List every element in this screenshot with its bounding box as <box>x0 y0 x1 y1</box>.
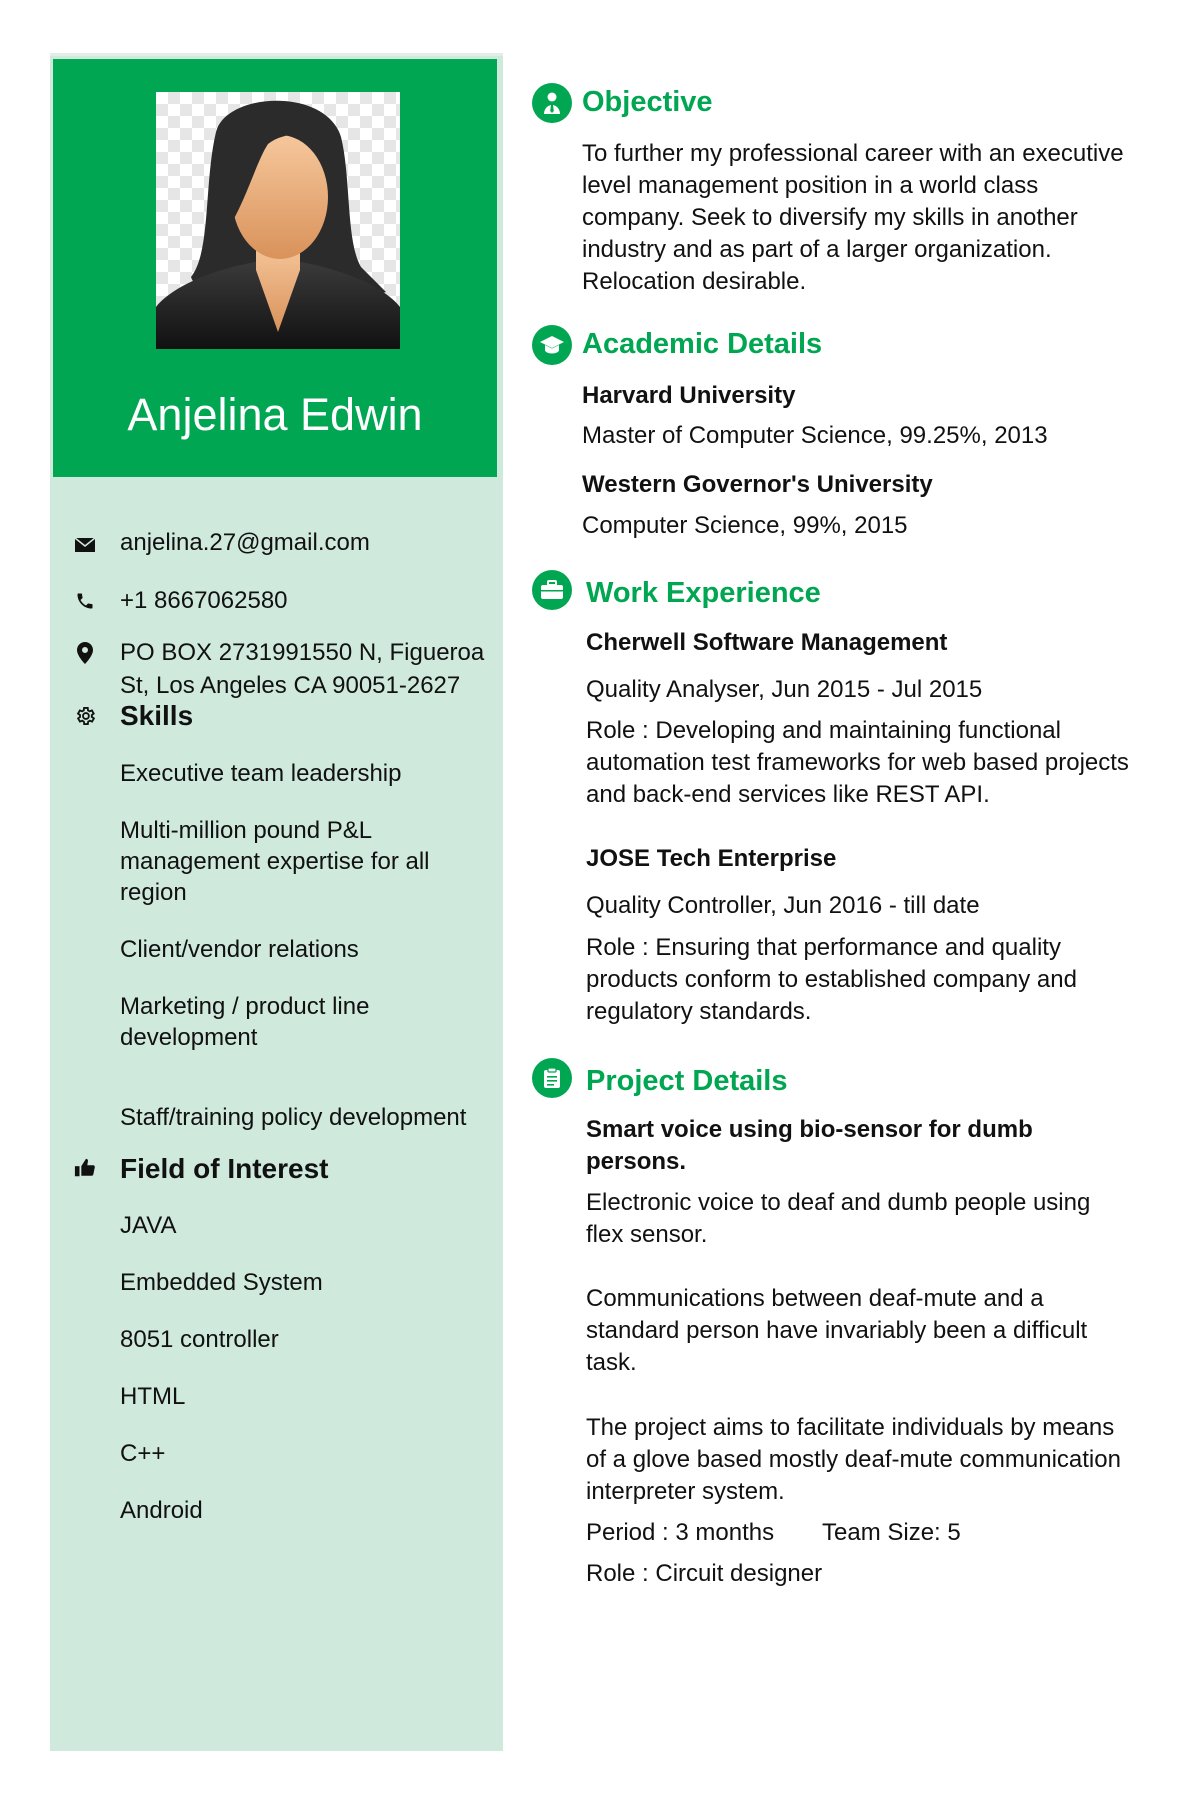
interest-text: C++ <box>120 1440 166 1467</box>
objective-line: industry and as part of a larger organization. <box>582 236 1052 263</box>
thumbs-up-icon <box>74 1157 96 1179</box>
skill-text: development <box>120 1024 258 1051</box>
interest-text: JAVA <box>120 1212 177 1239</box>
graduation-cap-icon <box>532 325 572 365</box>
skill-text: region <box>120 879 187 906</box>
school-name: Harvard University <box>582 382 796 409</box>
degree-detail: Master of Computer Science, 99.25%, 2013 <box>582 422 1048 449</box>
location-pin-icon <box>74 642 96 664</box>
interest-text: Android <box>120 1497 203 1524</box>
skill-text: Marketing / product line <box>120 993 370 1020</box>
address-line-1: PO BOX 2731991550 N, Figueroa <box>120 639 485 666</box>
job-role-line: Role : Developing and maintaining functional <box>586 717 1061 744</box>
interests-heading-text: Field of Interest <box>120 1153 329 1184</box>
objective-line: company. Seek to diversify my skills in another <box>582 204 1078 231</box>
profile-header <box>53 59 497 477</box>
job-role-line: regulatory standards. <box>586 998 812 1025</box>
degree-detail: Computer Science, 99%, 2015 <box>582 512 908 539</box>
clipboard-icon <box>532 1058 572 1098</box>
job-role-line: and back-end services like REST API. <box>586 781 990 808</box>
skill-text: Client/vendor relations <box>120 936 359 963</box>
sidebar <box>50 53 503 1751</box>
skill-text: Multi-million pound P&L <box>120 817 373 844</box>
academic-heading: Academic Details <box>582 328 823 360</box>
project-title-line: persons. <box>586 1148 687 1175</box>
project-heading: Project Details <box>586 1065 788 1097</box>
job-title: Quality Controller, Jun 2016 - till date <box>586 892 980 919</box>
briefcase-icon <box>532 570 572 610</box>
skill-text: management expertise for all <box>120 848 430 875</box>
company-name: Cherwell Software Management <box>586 629 948 656</box>
phone-text: +1 8667062580 <box>120 587 288 614</box>
gear-icon <box>74 705 96 727</box>
project-desc-line: task. <box>586 1349 637 1376</box>
interest-text: HTML <box>120 1383 186 1410</box>
job-role-line: Role : Ensuring that performance and quality <box>586 934 1061 961</box>
project-desc-line: The project aims to facilitate individuals by means <box>586 1414 1115 1441</box>
project-desc-line: Communications between deaf-mute and a <box>586 1285 1044 1312</box>
school-name: Western Governor's University <box>582 471 933 498</box>
project-team-size: Team Size: 5 <box>822 1519 961 1546</box>
candidate-name: Anjelina Edwin <box>127 389 423 440</box>
skill-text: Staff/training policy development <box>120 1104 467 1131</box>
skill-text: Executive team leadership <box>120 760 402 787</box>
project-role: Role : Circuit designer <box>586 1560 823 1587</box>
job-role-line: automation test frameworks for web based projects <box>586 749 1129 776</box>
objective-heading: Objective <box>582 86 713 118</box>
project-desc-line: standard person have invariably been a difficult <box>586 1317 1088 1344</box>
objective-line: level management position in a world class <box>582 172 1039 199</box>
project-title-line: Smart voice using bio-sensor for dumb <box>586 1116 1033 1143</box>
work-heading: Work Experience <box>586 577 821 609</box>
company-name: JOSE Tech Enterprise <box>586 845 837 872</box>
job-role-line: products conform to established company and <box>586 966 1077 993</box>
job-title: Quality Analyser, Jun 2015 - Jul 2015 <box>586 676 983 703</box>
interest-text: 8051 controller <box>120 1326 279 1353</box>
phone-icon <box>74 590 96 612</box>
skills-heading-text: Skills <box>120 700 194 731</box>
objective-line: Relocation desirable. <box>582 268 807 295</box>
project-desc-line: Electronic voice to deaf and dumb people using <box>586 1189 1091 1216</box>
profile-photo <box>156 92 400 349</box>
objective-line: To further my professional career with an executive <box>582 140 1124 167</box>
address-line-2: St, Los Angeles CA 90051-2627 <box>120 672 461 699</box>
interest-text: Embedded System <box>120 1269 323 1296</box>
project-period: Period : 3 months <box>586 1519 775 1546</box>
project-desc-line: interpreter system. <box>586 1478 785 1505</box>
project-desc-line: flex sensor. <box>586 1221 708 1248</box>
project-desc-line: of a glove based mostly deaf-mute communication <box>586 1446 1121 1473</box>
email-text[interactable]: anjelina.27@gmail.com <box>120 529 370 556</box>
avatar-illustration <box>156 92 400 349</box>
user-tie-icon <box>532 83 572 123</box>
envelope-icon <box>74 534 96 556</box>
